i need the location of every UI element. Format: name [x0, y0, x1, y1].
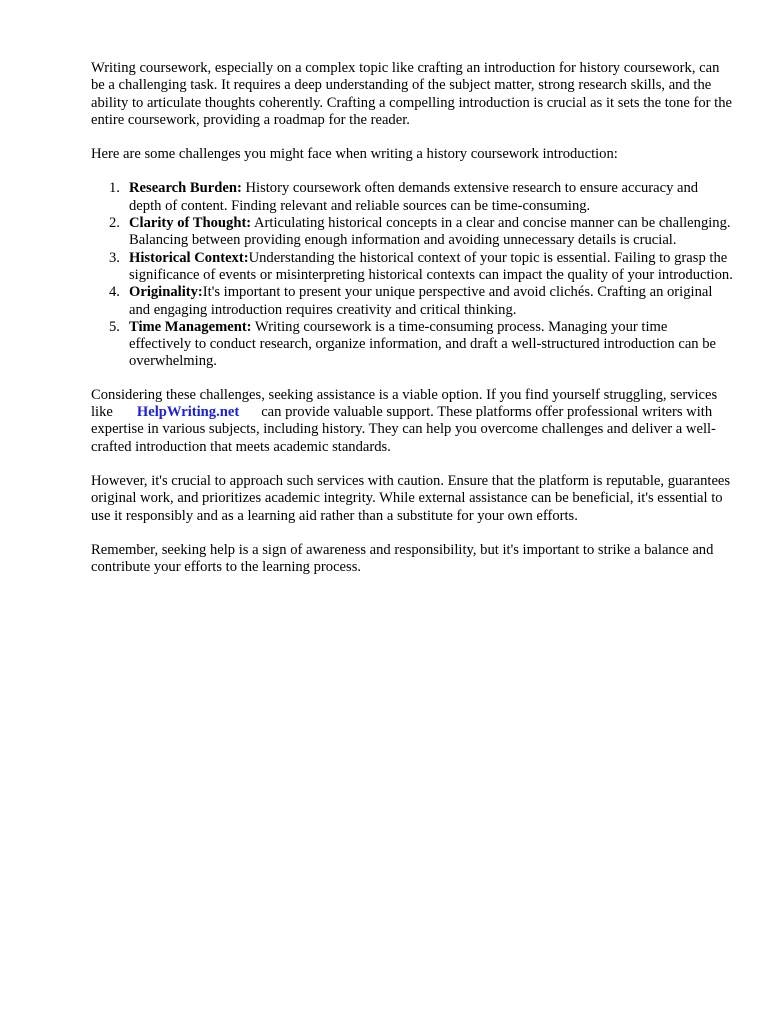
helpwriting-link[interactable]: HelpWriting.net [136, 404, 240, 421]
list-item-clarity-of-thought [129, 215, 733, 250]
list-item-time-management [129, 319, 733, 371]
list-item-historical-context [129, 250, 733, 285]
caution-paragraph: However, it's crucial to approach such services with caution. Ensure that the platform is reputable, guarantees original work, and prioritizes academic integrity. While external assistance can be beneficial, it's essential to use it responsibly and as a learning aid rather than a substitute for your own efforts. [91, 472, 731, 524]
list-item-research-burden [129, 180, 733, 215]
list-item-text: Understanding the historical context of your topic is essential. Failing to grasp the significance of events or misinterpreting historical contexts can impact the quality of your introduction. [129, 249, 733, 283]
assistance-paragraph [91, 387, 733, 456]
assistance-text-before: Considering these challenges, seeking assistance is a viable option. If you find yourself struggling, services like [91, 386, 718, 421]
list-item-text: History coursework often demands extensive research to ensure accuracy and depth of content. Finding relevant and reliable sources can be time-consuming. [129, 180, 699, 214]
list-item-term: Research Burden: [129, 180, 242, 197]
list-item-originality [129, 284, 733, 319]
closing-paragraph: Remember, seeking help is a sign of awareness and responsibility, but it's important to strike a balance and contribute your efforts to the learning process. [91, 541, 714, 576]
intro-paragraph: Writing coursework, especially on a complex topic like crafting an introduction for history coursework, can be a challenging task. It requires a deep understanding of the subject matter, strong research skills, and the ability to articulate thoughts coherently. Crafting a compelling introduction is crucial as it sets the tone for the entire coursework, providing a roadmap for the reader. [91, 60, 733, 128]
list-item-term: Clarity of Thought: [129, 215, 252, 232]
list-item-text: Writing coursework is a time-consuming process. Managing your time effectively to conduct research, organize information, and draft a well-structured introduction can be overwhelming. [129, 318, 717, 370]
challenges-list [91, 180, 733, 370]
list-item-text: Articulating historical concepts in a clear and concise manner can be challenging. Balancing between providing enough information and avoiding unnecessary details is crucial. [129, 215, 731, 249]
document-page [91, 60, 733, 593]
list-item-term: Originality: [129, 284, 203, 301]
challenges-lead-paragraph: Here are some challenges you might face when writing a history coursework introduction: [91, 146, 618, 163]
list-item-term: Historical Context: [129, 249, 249, 266]
list-item-term: Time Management: [129, 318, 252, 335]
list-item-text: It's important to present your unique perspective and avoid clichés. Crafting an original and engaging introduction requires creativity and critical thinking. [129, 284, 713, 318]
assistance-text-after: can provide valuable support. These platforms offer professional writers with expertise in various subjects, including history. They can help you overcome challenges and deliver a well-crafted introduction that meets academic standards. [91, 404, 716, 455]
